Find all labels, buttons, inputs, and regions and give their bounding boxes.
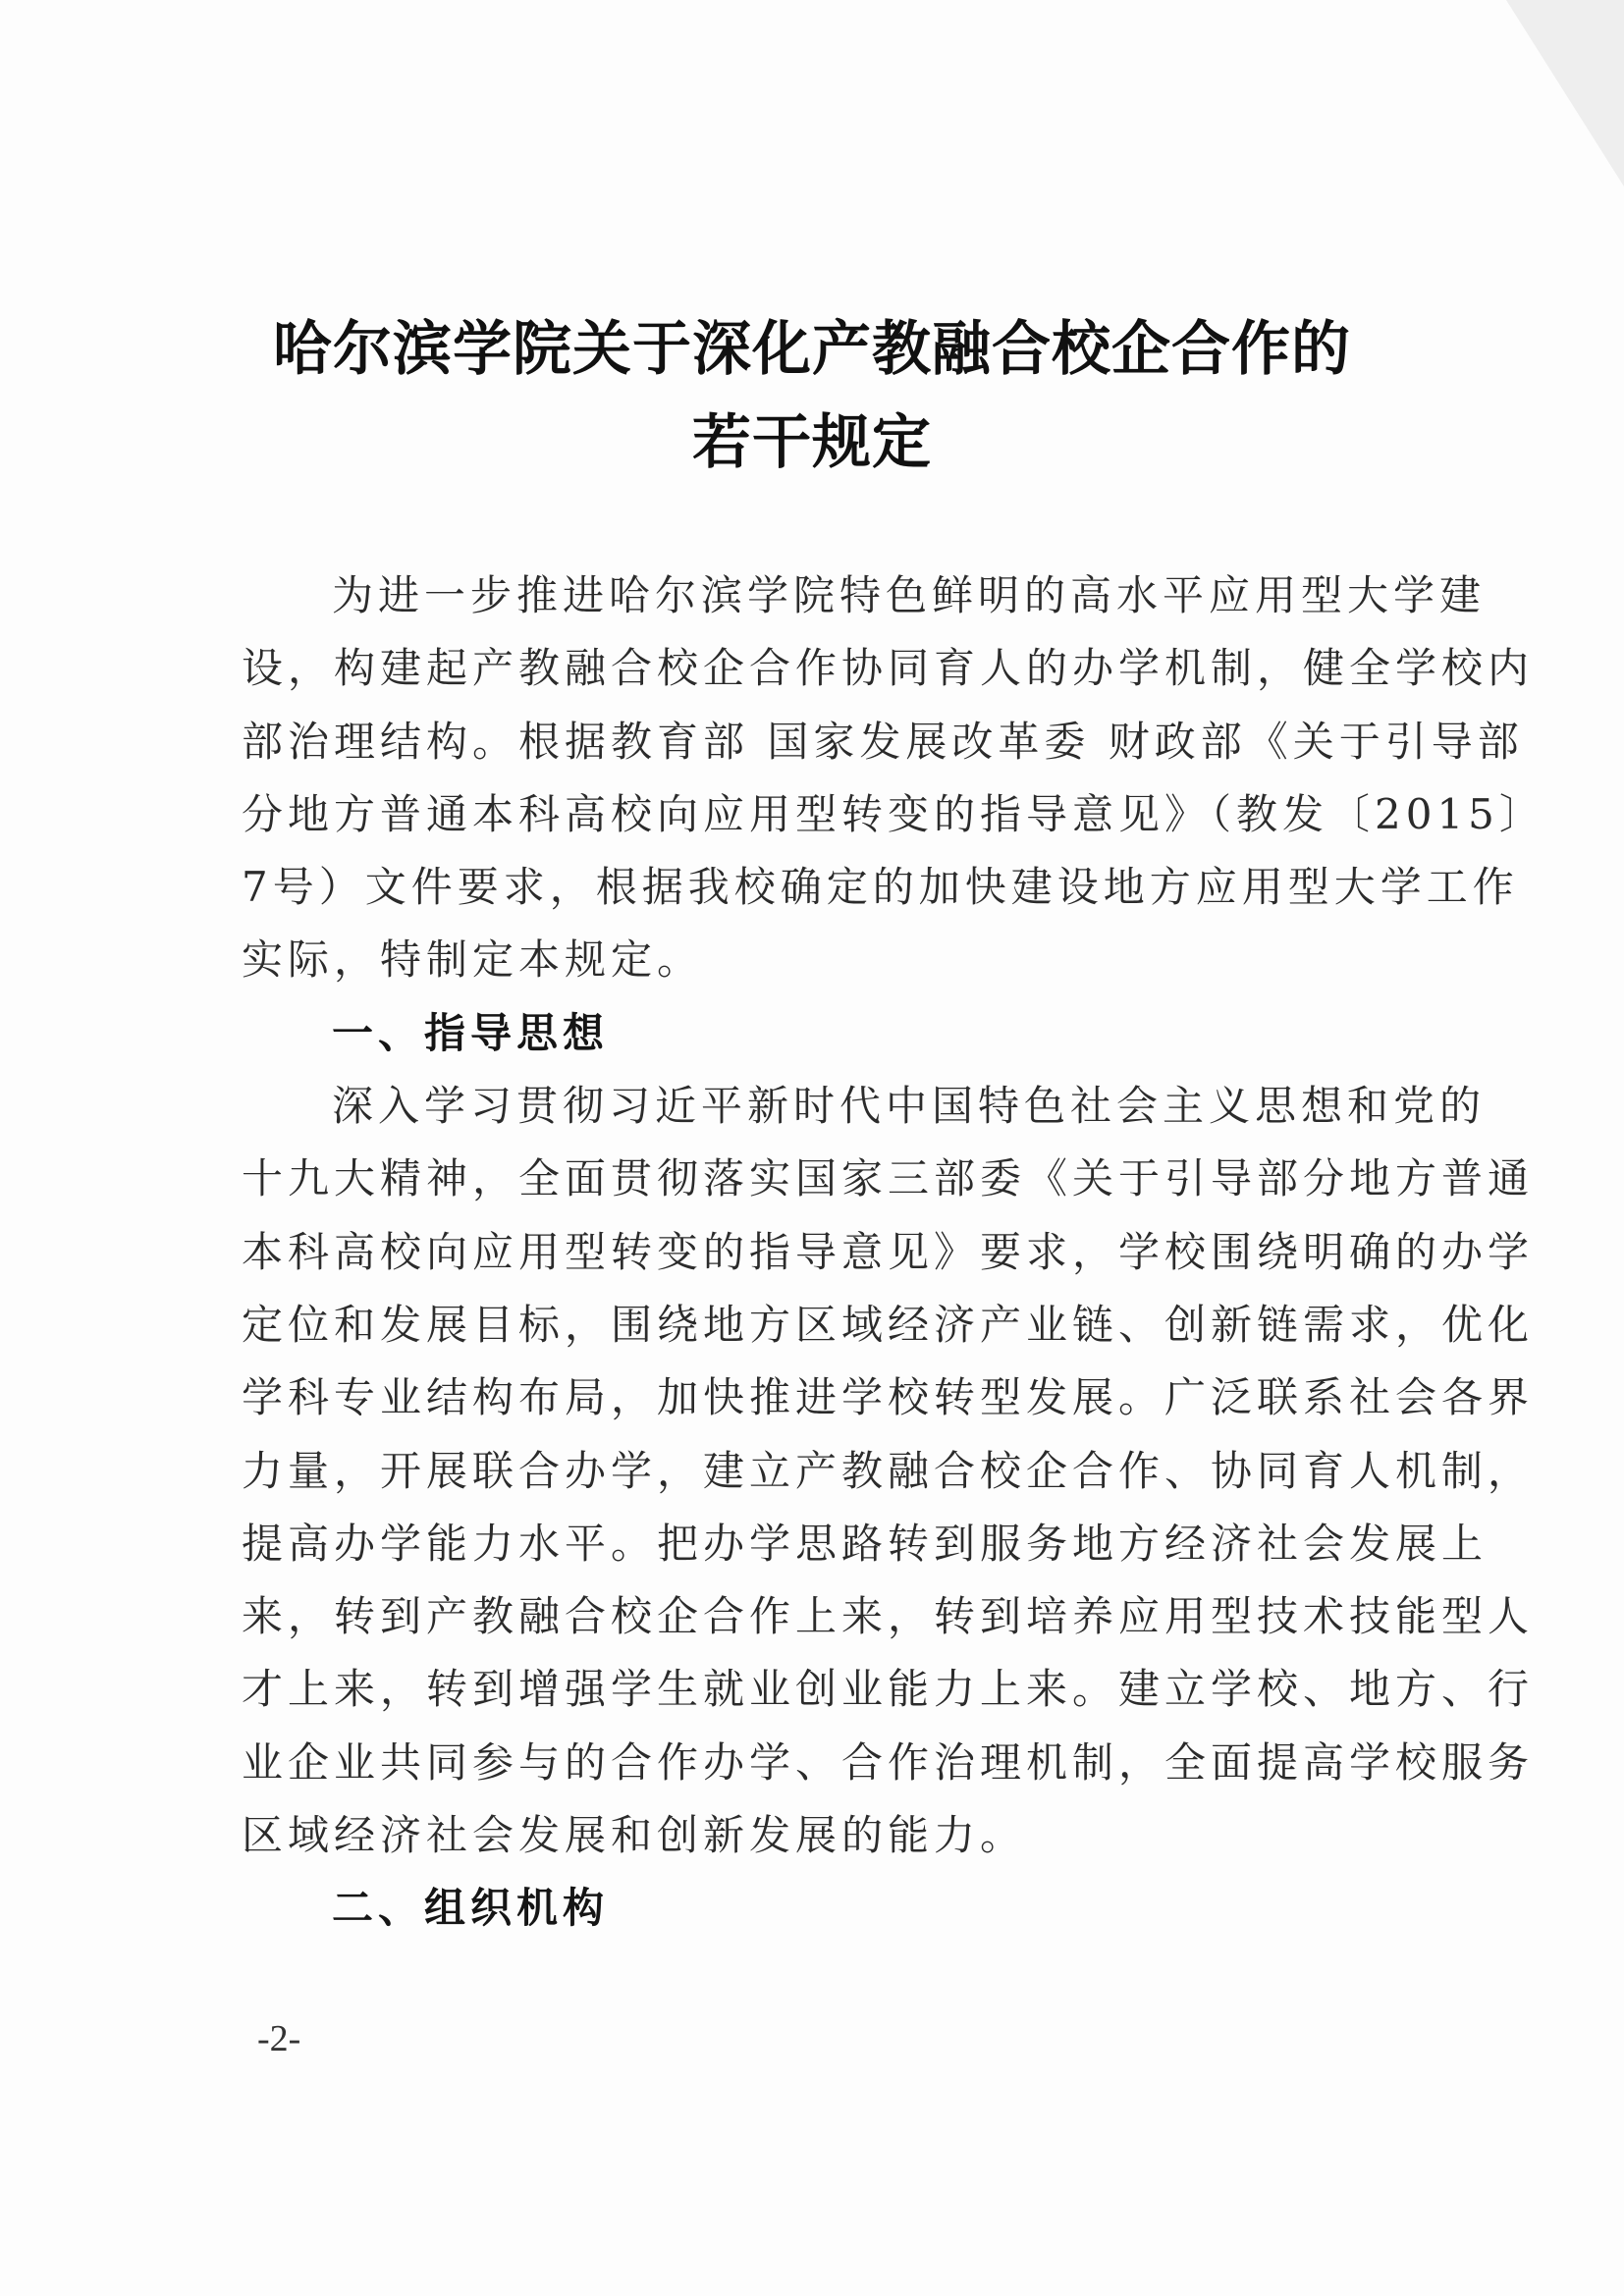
document-title-line-2: 若干规定 [692, 408, 932, 477]
paragraph-line: 提高办学能力水平。把办学思路转到服务地方经济社会发展上 [242, 1519, 1489, 1568]
paragraph-line: 才上来，转到增强学生就业创业能力上来。建立学校、地方、行 [242, 1665, 1535, 1714]
folded-corner [1506, 0, 1624, 187]
paragraph-line: 十九大精神，全面贯彻落实国家三部委《关于引导部分地方普通 [242, 1154, 1535, 1203]
document-title-line-1: 哈尔滨学院关于深化产教融合校企合作的 [273, 315, 1351, 384]
paragraph-line: 分地方普通本科高校向应用型转变的指导意见》（教发〔2015〕 [242, 789, 1545, 838]
paragraph-line: 为进一步推进哈尔滨学院特色鲜明的高水平应用型大学建 [332, 571, 1487, 619]
paragraph-line: 部治理结构。根据教育部 国家发展改革委 财政部《关于引导部 [242, 717, 1524, 766]
section-heading-organization: 二、组织机构 [332, 1884, 610, 1933]
paragraph-line: 来，转到产教融合校企合作上来，转到培养应用型技术技能型人 [242, 1592, 1535, 1641]
paragraph-line: 力量，开展联合办学，建立产教融合校企合作、协同育人机制， [242, 1446, 1535, 1495]
paragraph-line: 本科高校向应用型转变的指导意见》要求，学校围绕明确的办学 [242, 1227, 1535, 1276]
paragraph-line: 深入学习贯彻习近平新时代中国特色社会主义思想和党的 [332, 1082, 1487, 1131]
paragraph-line: 设，构建起产教融合校企合作协同育人的办学机制，健全学校内 [242, 644, 1535, 693]
page-number: -2- [257, 2018, 301, 2059]
section-heading-guiding-ideology: 一、指导思想 [332, 1008, 610, 1057]
paragraph-line: 学科专业结构布局，加快推进学校转型发展。广泛联系社会各界 [242, 1373, 1535, 1422]
document-body [242, 560, 1545, 1946]
paragraph-line: 实际，特制定本规定。 [242, 935, 704, 985]
paragraph-line: 业企业共同参与的合作办学、合作治理机制，全面提高学校服务 [242, 1737, 1535, 1787]
paragraph-line: 7号）文件要求，根据我校确定的加快建设地方应用型大学工作 [242, 863, 1519, 912]
paragraph-line: 定位和发展目标，围绕地方区域经济产业链、创新链需求，优化 [242, 1300, 1535, 1349]
paragraph-line: 区域经济社会发展和创新发展的能力。 [242, 1811, 1027, 1860]
